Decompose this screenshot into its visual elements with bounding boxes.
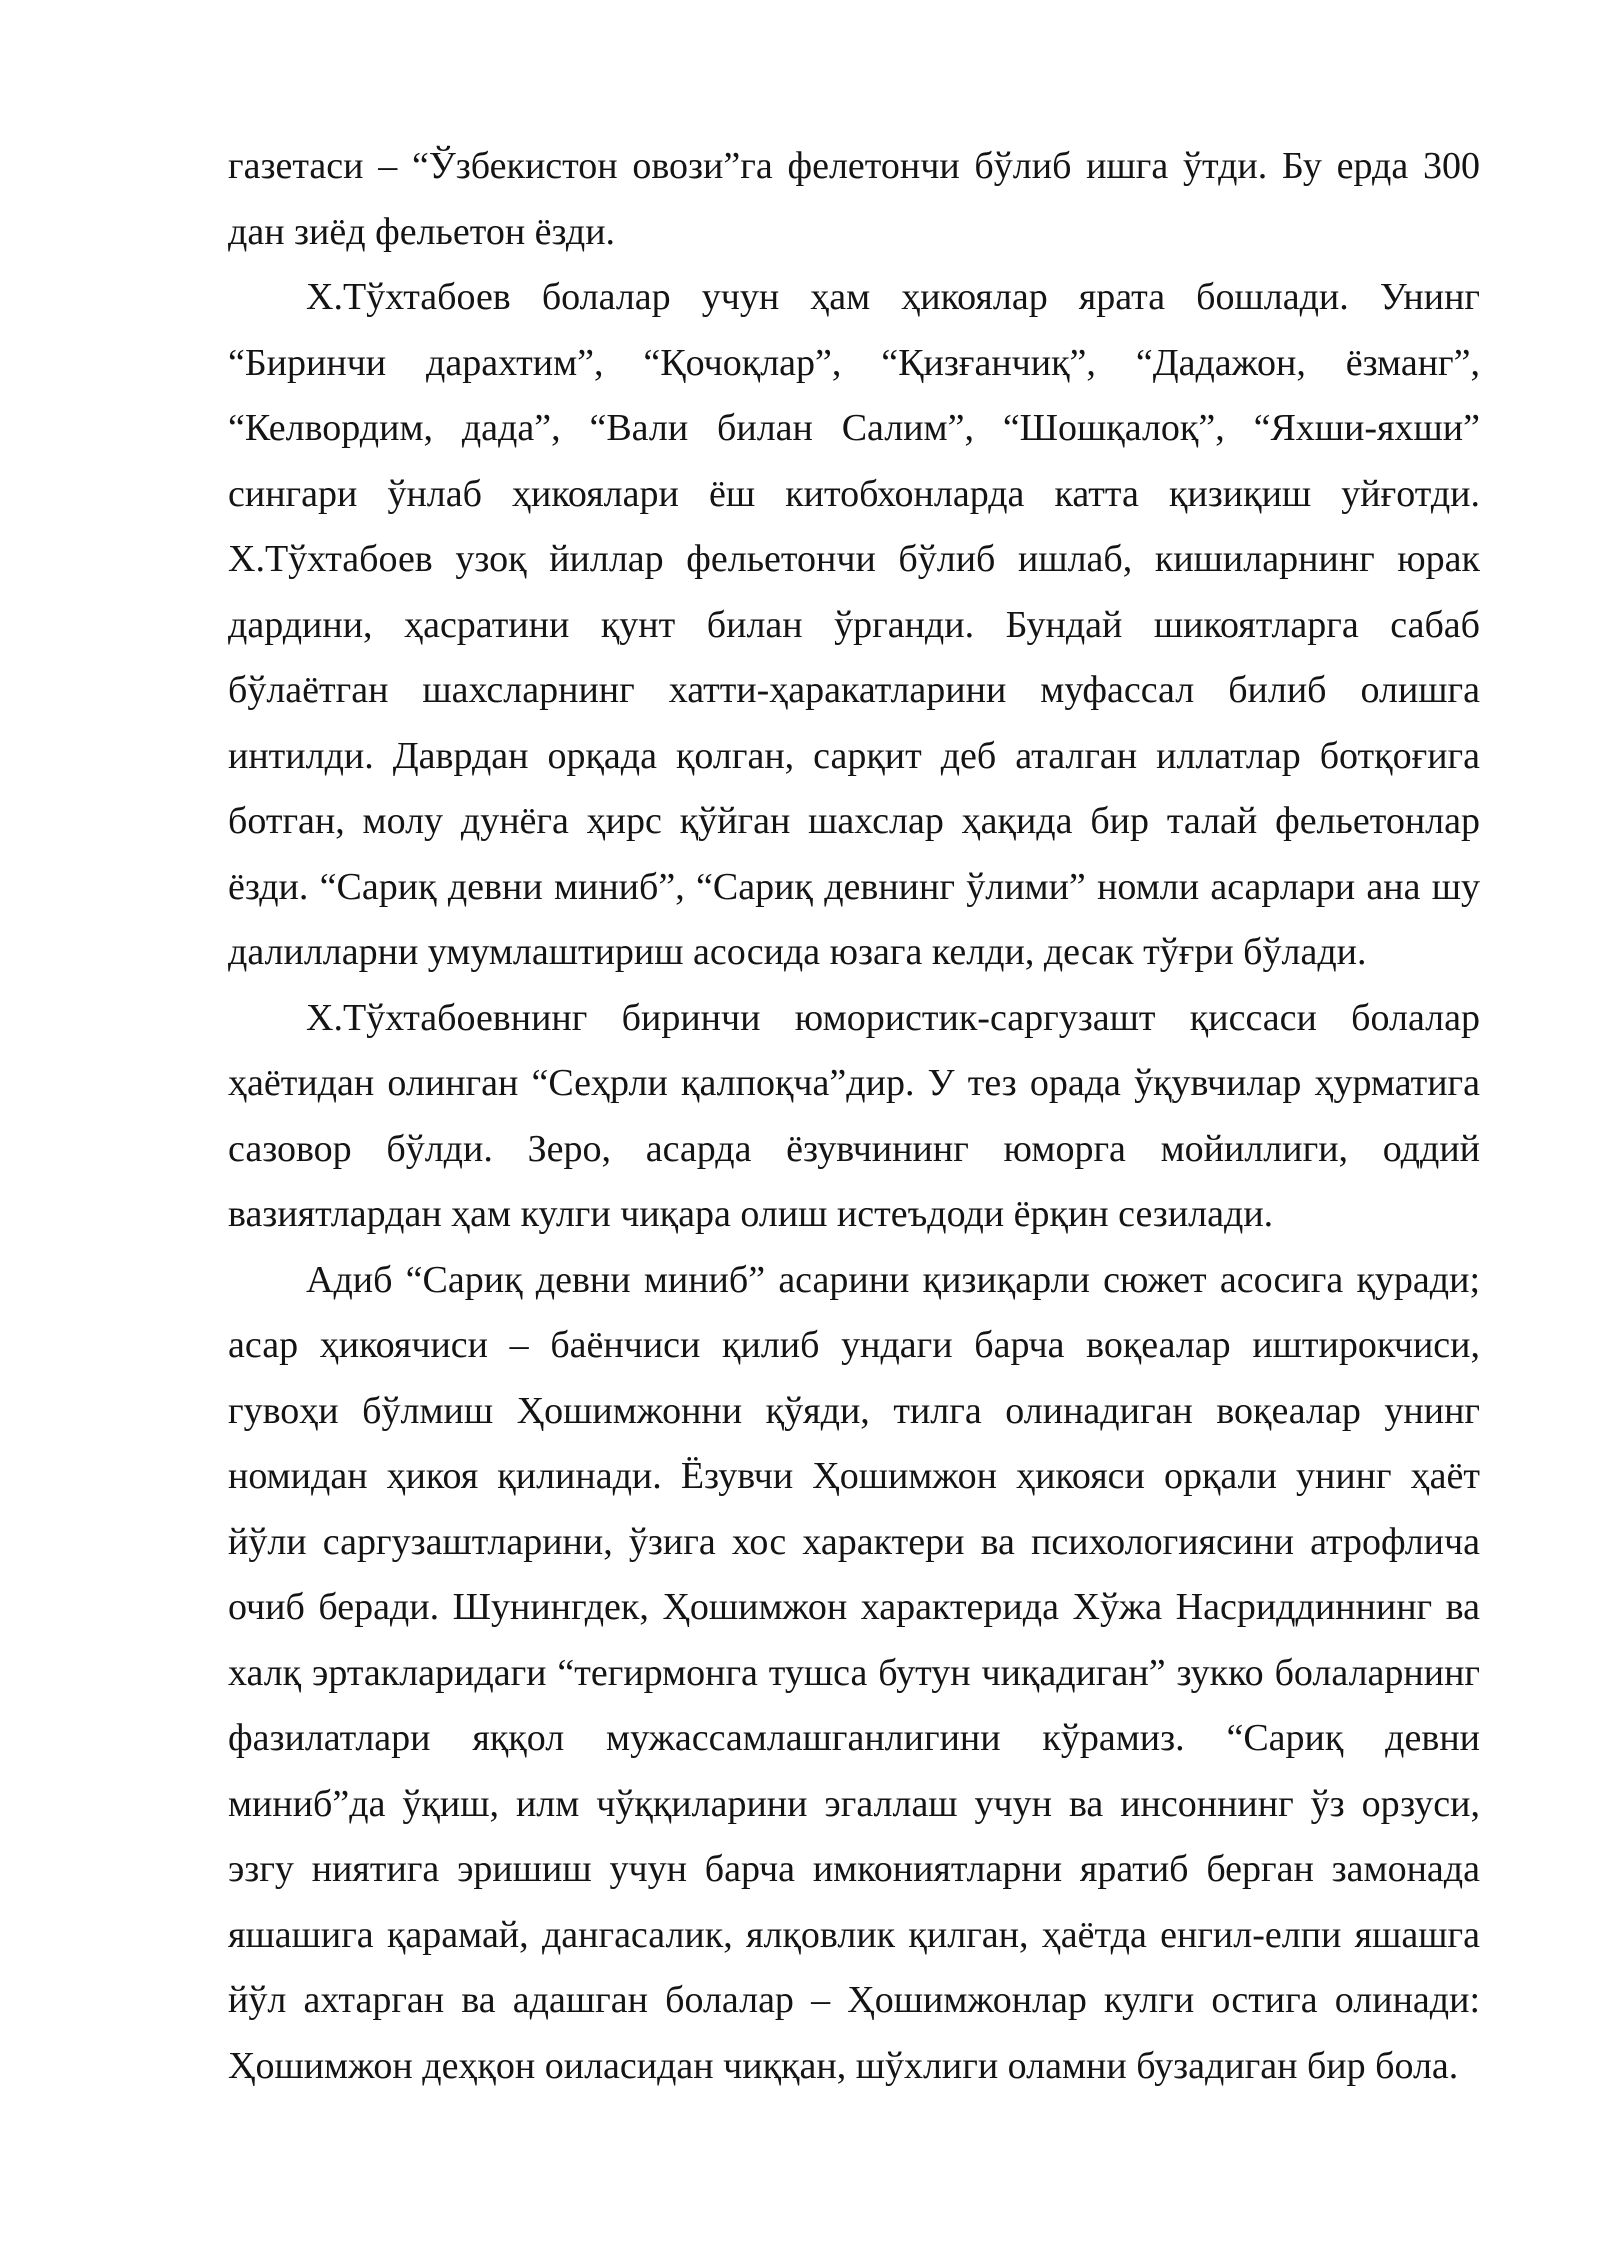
paragraph-3: Х.Тўхтабоевнинг биринчи юмористик-саргузашт қиссаси болалар ҳаётидан олинган “Сеҳрли қалпоқча”дир. У тез орада ўқувчилар ҳурматига сазовор бўлди. Зеро, асарда ёзувчининг юморга мойиллиги, оддий вазиятлардан ҳам кулги чиқара олиш истеъдоди ёрқин сезилади. bbox=[228, 996, 1480, 1235]
document-page bbox=[228, 134, 1480, 2099]
paragraph-1: газетаси – “Ўзбекистон овози”га фелетончи бўлиб ишга ўтди. Бу ерда 300 дан зиёд фельетон ёзди. bbox=[228, 145, 1480, 253]
paragraph-4: Адиб “Сариқ девни миниб” асарини қизиқарли сюжет асосига қуради; асар ҳикоячиси – баёнчиси қилиб ундаги барча воқеалар иштирокчиси, гувоҳи бўлмиш Ҳошимжонни қўяди, тилга олинадиган воқеалар унинг номидан ҳикоя қилинади. Ёзувчи Ҳошимжон ҳикояси орқали унинг ҳаёт йўли саргузаштларини, ўзига хос характери ва психологиясини атрофлича очиб беради. Шунингдек, Ҳошимжон характерида Хўжа Насриддиннинг ва халқ эртакларидаги “тегирмонга тушса бутун чиқадиган” зукко болаларнинг фазилатлари яққол мужассамлашганлигини кўрамиз. “Сариқ девни миниб”да ўқиш, илм чўққиларини эгаллаш учун ва инсоннинг ўз орзуси, эзгу ниятига эришиш учун барча имкониятларни яратиб берган замонада яшашига қарамай, дангасалик, ялқовлик қилган, ҳаётда енгил-елпи яшашга йўл ахтарган ва адашган болалар – Ҳошимжонлар кулги остига олинади: Ҳошимжон деҳқон оиласидан чиққан, шўхлиги оламни бузадиган бир бола. bbox=[228, 1258, 1480, 2087]
paragraph-2: Х.Тўхтабоев болалар учун ҳам ҳикоялар ярата бошлади. Унинг “Биринчи дарахтим”, “Қочоқлар”, “Қизғанчиқ”, “Дадажон, ёзманг”, “Келвордим, дада”, “Вали билан Салим”, “Шошқалоқ”, “Яхши-яхши” сингари ўнлаб ҳикоялари ёш китобхонларда катта қизиқиш уйғотди. Х.Тўхтабоев узоқ йиллар фельетончи бўлиб ишлаб, кишиларнинг юрак дардини, ҳасратини қунт билан ўрганди. Бундай шикоятларга сабаб бўлаётган шахсларнинг хатти-ҳаракатларини муфассал билиб олишга интилди. Даврдан орқада қолган, сарқит деб аталган иллатлар ботқоғига ботган, молу дунёга ҳирс қўйган шахслар ҳақида бир талай фельетонлар ёзди. “Сариқ девни миниб”, “Сариқ девнинг ўлими” номли асарлари ана шу далилларни умумлаштириш асосида юзага келди, десак тўғри бўлади. bbox=[228, 276, 1480, 973]
